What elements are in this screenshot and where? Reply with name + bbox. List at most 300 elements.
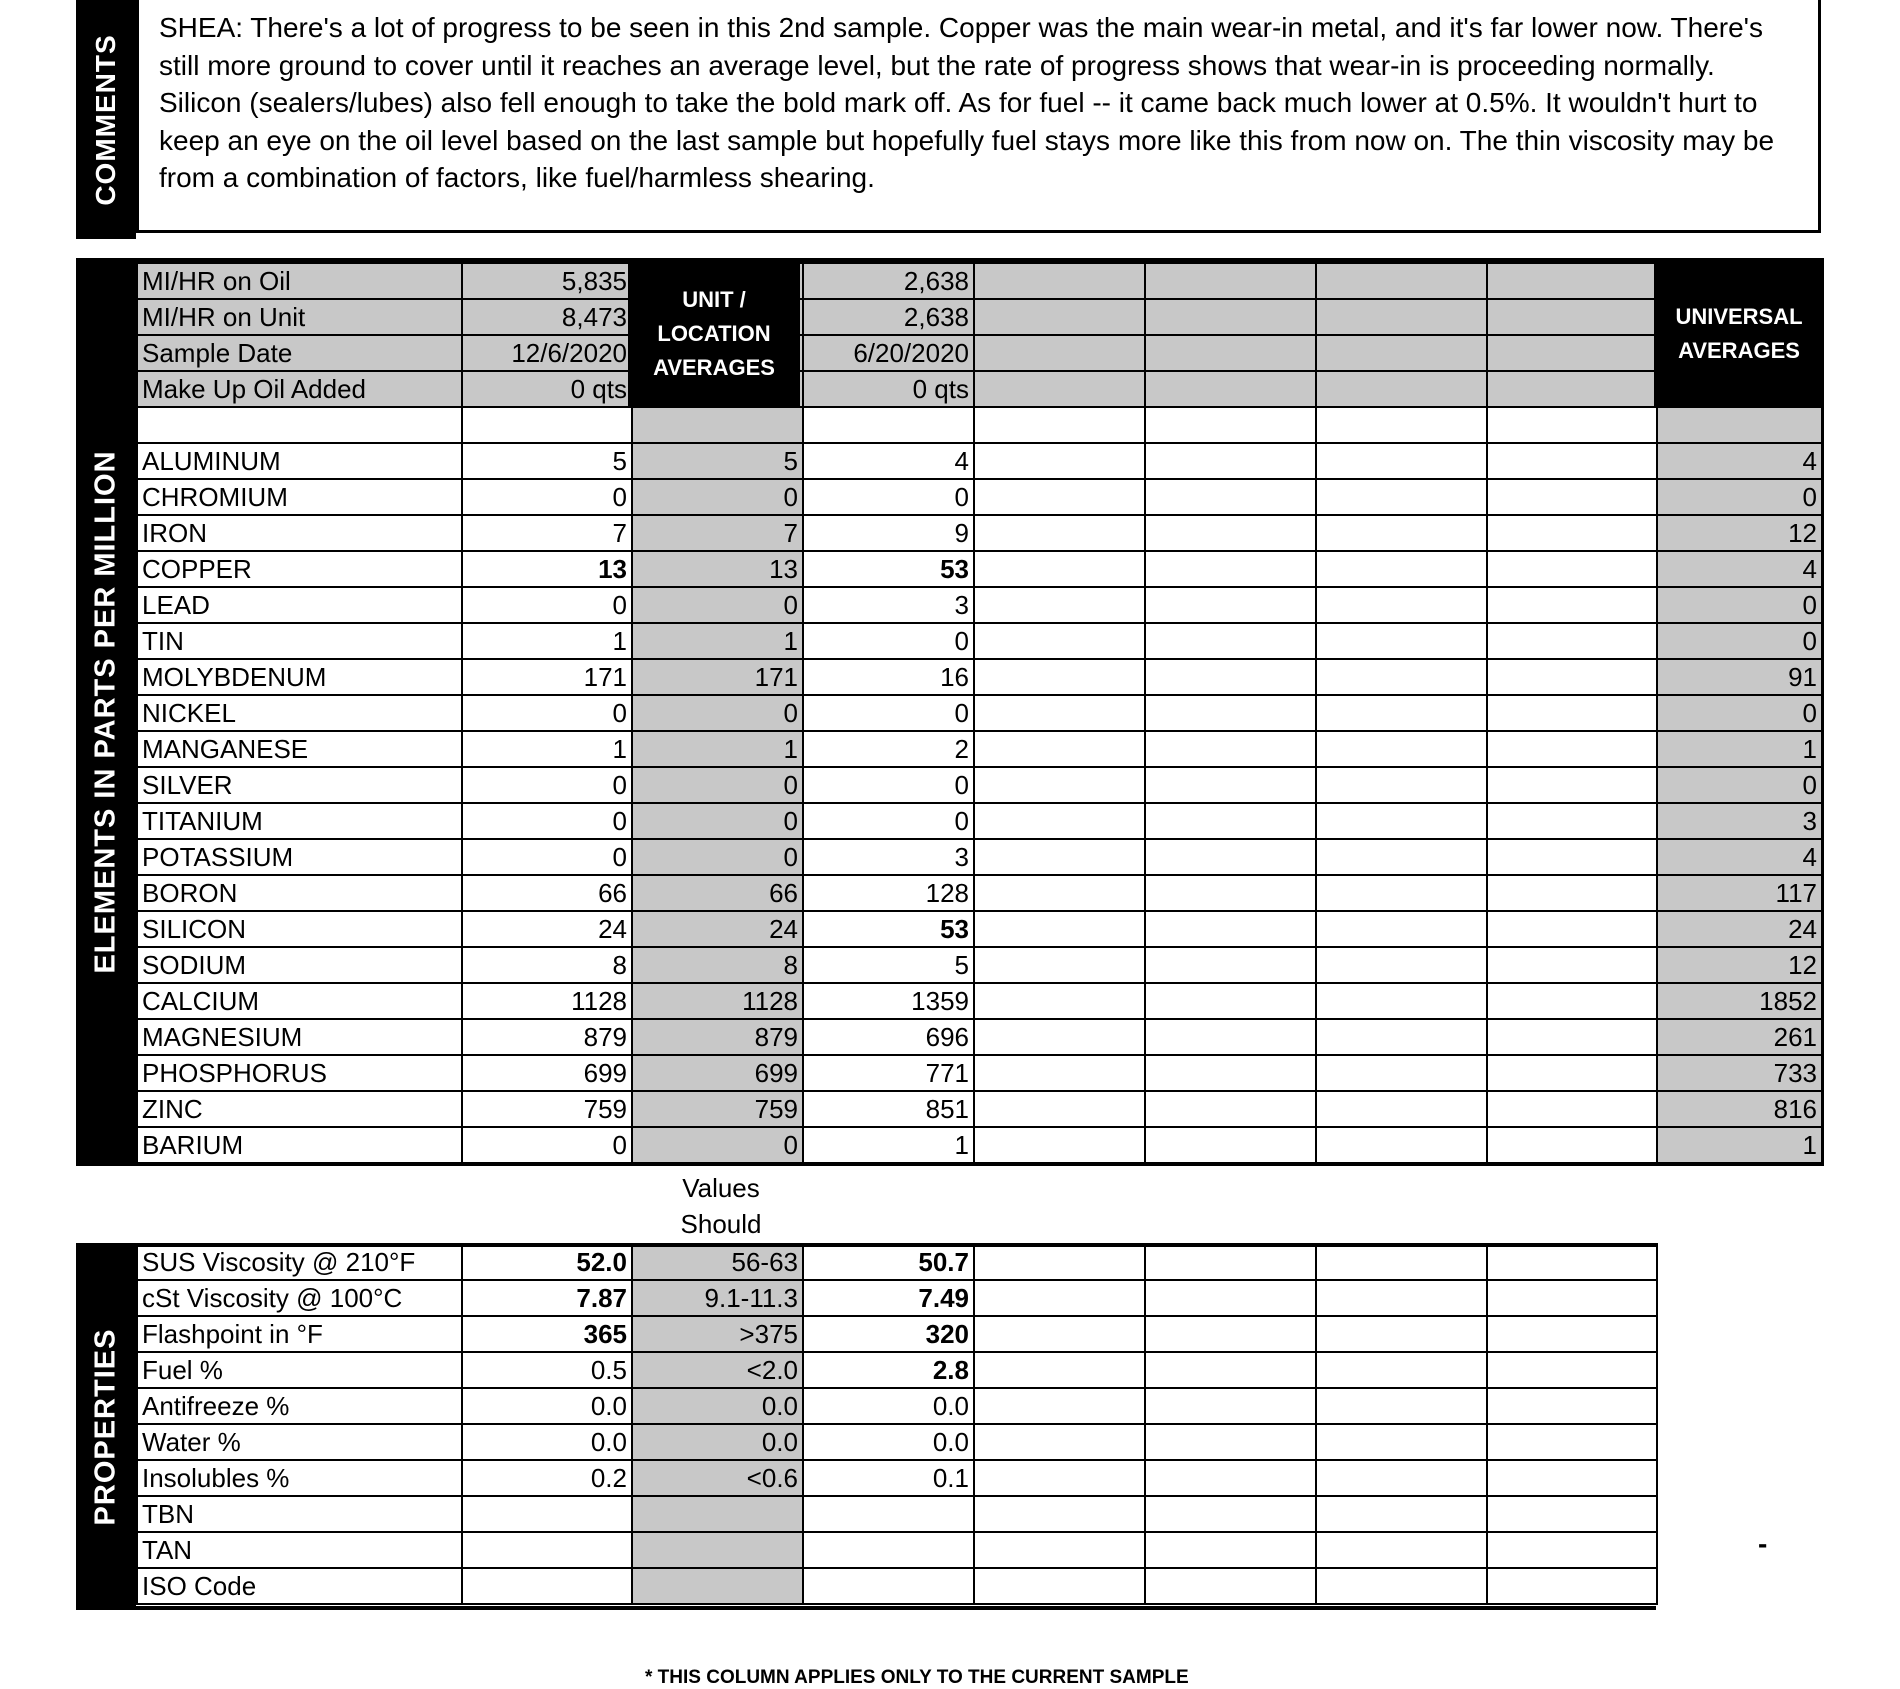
element-name: PHOSPHORUS bbox=[137, 1055, 462, 1091]
element-empty bbox=[1316, 983, 1487, 1019]
property-empty bbox=[1487, 1460, 1657, 1496]
element-previous: 4 bbox=[803, 443, 974, 479]
element-empty bbox=[1316, 587, 1487, 623]
element-unit-avg: 1 bbox=[632, 731, 803, 767]
info-previous: 2,638 bbox=[803, 263, 974, 299]
values-should-be-header: Values Should bbox=[680, 1173, 762, 1239]
property-empty bbox=[1487, 1316, 1657, 1352]
element-current: 0 bbox=[462, 587, 632, 623]
property-empty bbox=[1145, 1388, 1316, 1424]
info-current: 12/6/2020 bbox=[462, 335, 632, 371]
element-name: SODIUM bbox=[137, 947, 462, 983]
property-should-be bbox=[632, 1532, 803, 1568]
property-previous: 50.7 bbox=[803, 1244, 974, 1280]
info-label: MI/HR on Oil bbox=[137, 263, 462, 299]
stray-dash: - bbox=[1758, 1528, 1768, 1559]
element-name: COPPER bbox=[137, 551, 462, 587]
property-empty bbox=[1316, 1388, 1487, 1424]
info-previous: 6/20/2020 bbox=[803, 335, 974, 371]
property-should-be: <0.6 bbox=[632, 1460, 803, 1496]
element-empty bbox=[1145, 659, 1316, 695]
element-universal: 1 bbox=[1657, 1127, 1822, 1163]
info-row bbox=[137, 263, 1822, 299]
element-row bbox=[137, 1019, 1822, 1055]
property-current bbox=[462, 1568, 632, 1604]
element-universal: 12 bbox=[1657, 515, 1822, 551]
spacer-empty bbox=[1487, 407, 1657, 443]
element-empty bbox=[1487, 695, 1657, 731]
element-empty bbox=[1487, 875, 1657, 911]
element-empty bbox=[1145, 767, 1316, 803]
element-empty bbox=[1487, 1091, 1657, 1127]
element-empty bbox=[1145, 803, 1316, 839]
element-empty bbox=[974, 443, 1145, 479]
element-universal: 12 bbox=[1657, 947, 1822, 983]
element-name: TITANIUM bbox=[137, 803, 462, 839]
element-empty bbox=[974, 1019, 1145, 1055]
element-unit-avg: 171 bbox=[632, 659, 803, 695]
property-empty bbox=[1145, 1496, 1316, 1532]
property-empty bbox=[974, 1460, 1145, 1496]
info-previous: 2,638 bbox=[803, 299, 974, 335]
property-should-be: <2.0 bbox=[632, 1352, 803, 1388]
element-empty bbox=[974, 911, 1145, 947]
element-row bbox=[137, 695, 1822, 731]
unit-location-averages-header bbox=[628, 262, 800, 406]
property-empty bbox=[1316, 1460, 1487, 1496]
element-name: IRON bbox=[137, 515, 462, 551]
element-row bbox=[137, 911, 1822, 947]
element-previous: 9 bbox=[803, 515, 974, 551]
element-name: NICKEL bbox=[137, 695, 462, 731]
element-unit-avg: 1 bbox=[632, 623, 803, 659]
info-label: Sample Date bbox=[137, 335, 462, 371]
info-empty bbox=[974, 299, 1145, 335]
element-empty bbox=[1145, 839, 1316, 875]
element-empty bbox=[1487, 767, 1657, 803]
element-name: MOLYBDENUM bbox=[137, 659, 462, 695]
info-empty bbox=[1316, 263, 1487, 299]
element-empty bbox=[974, 1055, 1145, 1091]
footnote: * THIS COLUMN APPLIES ONLY TO THE CURRENT SAMPLE bbox=[645, 1667, 1189, 1688]
element-row bbox=[137, 515, 1822, 551]
element-empty bbox=[1487, 479, 1657, 515]
property-empty bbox=[1316, 1496, 1487, 1532]
property-current: 0.5 bbox=[462, 1352, 632, 1388]
element-previous: 0 bbox=[803, 767, 974, 803]
element-universal: 1 bbox=[1657, 731, 1822, 767]
spacer-label bbox=[137, 407, 462, 443]
element-current: 1 bbox=[462, 731, 632, 767]
info-empty bbox=[1145, 371, 1316, 407]
property-previous: 320 bbox=[803, 1316, 974, 1352]
element-empty bbox=[974, 875, 1145, 911]
property-name: ISO Code bbox=[137, 1568, 462, 1604]
element-name: ALUMINUM bbox=[137, 443, 462, 479]
element-previous: 53 bbox=[803, 551, 974, 587]
property-empty bbox=[1145, 1568, 1316, 1604]
info-empty bbox=[1316, 371, 1487, 407]
element-universal: 1852 bbox=[1657, 983, 1822, 1019]
element-unit-avg: 879 bbox=[632, 1019, 803, 1055]
element-universal: 0 bbox=[1657, 767, 1822, 803]
info-empty bbox=[1487, 263, 1657, 299]
element-empty bbox=[1145, 875, 1316, 911]
info-row bbox=[137, 371, 1822, 407]
info-label: MI/HR on Unit bbox=[137, 299, 462, 335]
element-empty bbox=[974, 623, 1145, 659]
property-empty bbox=[1316, 1424, 1487, 1460]
element-empty bbox=[1316, 947, 1487, 983]
property-name: TAN bbox=[137, 1532, 462, 1568]
element-empty bbox=[1145, 515, 1316, 551]
element-current: 0 bbox=[462, 695, 632, 731]
element-empty bbox=[1487, 443, 1657, 479]
element-name: SILVER bbox=[137, 767, 462, 803]
element-row bbox=[137, 1091, 1822, 1127]
element-row bbox=[137, 479, 1822, 515]
property-name: cSt Viscosity @ 100°C bbox=[137, 1280, 462, 1316]
property-current: 0.0 bbox=[462, 1424, 632, 1460]
comments-text: SHEA: There's a lot of progress to be seen in this 2nd sample. Copper was the main wear-in metal, and it's far lower now. There's still more ground to cover until it reaches an average level, but the rate of progress shows that wear-in is proceeding normally. Silicon (sealers/lubes) also fell enough to take the bold mark off. As for fuel -- it came back much lower at 0.5%. It wouldn't hurt to keep an eye on the oil level based on the last sample but hopefully fuel stays more like this from now on. The thin viscosity may be from a combination of factors, like fuel/harmless shearing. bbox=[159, 12, 1775, 193]
spacer-universal bbox=[1657, 407, 1822, 443]
property-empty bbox=[974, 1244, 1145, 1280]
property-row bbox=[137, 1352, 1657, 1388]
element-current: 0 bbox=[462, 479, 632, 515]
property-current bbox=[462, 1496, 632, 1532]
property-name: Flashpoint in °F bbox=[137, 1316, 462, 1352]
element-current: 1128 bbox=[462, 983, 632, 1019]
element-row bbox=[137, 443, 1822, 479]
element-universal: 0 bbox=[1657, 587, 1822, 623]
element-empty bbox=[974, 767, 1145, 803]
element-current: 699 bbox=[462, 1055, 632, 1091]
element-empty bbox=[974, 839, 1145, 875]
property-empty bbox=[1145, 1424, 1316, 1460]
element-empty bbox=[1316, 515, 1487, 551]
element-empty bbox=[1316, 1091, 1487, 1127]
info-row bbox=[137, 299, 1822, 335]
property-empty bbox=[974, 1568, 1145, 1604]
element-current: 0 bbox=[462, 767, 632, 803]
element-row bbox=[137, 983, 1822, 1019]
property-row bbox=[137, 1496, 1657, 1532]
elements-label-text: ELEMENTS IN PARTS PER MILLION bbox=[89, 450, 122, 974]
element-empty bbox=[1316, 623, 1487, 659]
element-previous: 0 bbox=[803, 623, 974, 659]
property-empty bbox=[974, 1280, 1145, 1316]
property-empty bbox=[974, 1496, 1145, 1532]
element-empty bbox=[1316, 551, 1487, 587]
info-row bbox=[137, 335, 1822, 371]
properties-bottom-bar bbox=[76, 1606, 1656, 1610]
property-row bbox=[137, 1460, 1657, 1496]
property-should-be bbox=[632, 1496, 803, 1532]
element-previous: 0 bbox=[803, 803, 974, 839]
element-previous: 53 bbox=[803, 911, 974, 947]
element-empty bbox=[974, 803, 1145, 839]
elements-right-edge bbox=[1821, 258, 1824, 1166]
element-current: 0 bbox=[462, 839, 632, 875]
element-current: 5 bbox=[462, 443, 632, 479]
element-universal: 117 bbox=[1657, 875, 1822, 911]
element-unit-avg: 0 bbox=[632, 479, 803, 515]
property-previous bbox=[803, 1532, 974, 1568]
info-label: Make Up Oil Added bbox=[137, 371, 462, 407]
element-unit-avg: 699 bbox=[632, 1055, 803, 1091]
element-empty bbox=[1145, 623, 1316, 659]
info-empty bbox=[1145, 263, 1316, 299]
comments-side-label bbox=[76, 0, 136, 239]
element-current: 0 bbox=[462, 1127, 632, 1163]
element-unit-avg: 0 bbox=[632, 803, 803, 839]
element-current: 24 bbox=[462, 911, 632, 947]
element-empty bbox=[1487, 803, 1657, 839]
element-previous: 0 bbox=[803, 479, 974, 515]
element-unit-avg: 0 bbox=[632, 839, 803, 875]
universal-averages-header bbox=[1654, 262, 1824, 406]
element-row bbox=[137, 1127, 1822, 1163]
element-empty bbox=[1316, 443, 1487, 479]
element-empty bbox=[974, 983, 1145, 1019]
elements-top-bar bbox=[76, 258, 1824, 262]
element-unit-avg: 8 bbox=[632, 947, 803, 983]
element-previous: 696 bbox=[803, 1019, 974, 1055]
property-empty bbox=[1145, 1532, 1316, 1568]
info-current: 0 qts bbox=[462, 371, 632, 407]
unit-location-header-text: UNIT / LOCATION AVERAGES bbox=[653, 287, 775, 380]
properties-table bbox=[136, 1243, 1658, 1605]
info-empty bbox=[974, 335, 1145, 371]
element-universal: 4 bbox=[1657, 839, 1822, 875]
info-empty bbox=[1145, 299, 1316, 335]
element-empty bbox=[1145, 947, 1316, 983]
property-current: 0.2 bbox=[462, 1460, 632, 1496]
element-empty bbox=[1487, 947, 1657, 983]
property-empty bbox=[1487, 1496, 1657, 1532]
property-name: Antifreeze % bbox=[137, 1388, 462, 1424]
element-empty bbox=[1316, 839, 1487, 875]
element-previous: 5 bbox=[803, 947, 974, 983]
element-row bbox=[137, 875, 1822, 911]
info-empty bbox=[1145, 335, 1316, 371]
property-row bbox=[137, 1532, 1657, 1568]
element-row bbox=[137, 803, 1822, 839]
element-empty bbox=[1316, 875, 1487, 911]
property-empty bbox=[974, 1424, 1145, 1460]
property-empty bbox=[1145, 1460, 1316, 1496]
element-previous: 3 bbox=[803, 587, 974, 623]
property-row bbox=[137, 1244, 1657, 1280]
property-row bbox=[137, 1568, 1657, 1604]
element-previous: 16 bbox=[803, 659, 974, 695]
element-unit-avg: 759 bbox=[632, 1091, 803, 1127]
property-previous bbox=[803, 1496, 974, 1532]
element-name: POTASSIUM bbox=[137, 839, 462, 875]
element-empty bbox=[1145, 587, 1316, 623]
element-universal: 0 bbox=[1657, 479, 1822, 515]
element-empty bbox=[1316, 1019, 1487, 1055]
info-empty bbox=[1487, 371, 1657, 407]
property-empty bbox=[1487, 1532, 1657, 1568]
element-universal: 24 bbox=[1657, 911, 1822, 947]
element-unit-avg: 0 bbox=[632, 767, 803, 803]
elements-side-label bbox=[76, 258, 136, 1166]
property-empty bbox=[1145, 1316, 1316, 1352]
element-empty bbox=[1316, 731, 1487, 767]
info-empty bbox=[974, 371, 1145, 407]
element-empty bbox=[1316, 479, 1487, 515]
element-universal: 261 bbox=[1657, 1019, 1822, 1055]
spacer-empty bbox=[1316, 407, 1487, 443]
element-name: BORON bbox=[137, 875, 462, 911]
property-previous: 0.0 bbox=[803, 1424, 974, 1460]
element-row bbox=[137, 587, 1822, 623]
property-name: SUS Viscosity @ 210°F bbox=[137, 1244, 462, 1280]
element-empty bbox=[1145, 731, 1316, 767]
property-name: TBN bbox=[137, 1496, 462, 1532]
property-empty bbox=[1316, 1568, 1487, 1604]
element-name: LEAD bbox=[137, 587, 462, 623]
element-name: BARIUM bbox=[137, 1127, 462, 1163]
element-unit-avg: 0 bbox=[632, 587, 803, 623]
element-empty bbox=[1316, 659, 1487, 695]
element-current: 0 bbox=[462, 803, 632, 839]
property-current: 52.0 bbox=[462, 1244, 632, 1280]
element-empty bbox=[1487, 1055, 1657, 1091]
property-empty bbox=[1145, 1244, 1316, 1280]
property-empty bbox=[1487, 1424, 1657, 1460]
element-empty bbox=[1316, 803, 1487, 839]
property-empty bbox=[1316, 1280, 1487, 1316]
element-empty bbox=[1316, 1055, 1487, 1091]
property-current bbox=[462, 1532, 632, 1568]
element-empty bbox=[1487, 623, 1657, 659]
element-empty bbox=[1145, 1019, 1316, 1055]
element-empty bbox=[1487, 515, 1657, 551]
element-current: 879 bbox=[462, 1019, 632, 1055]
element-empty bbox=[974, 551, 1145, 587]
element-previous: 3 bbox=[803, 839, 974, 875]
info-previous: 0 qts bbox=[803, 371, 974, 407]
element-empty bbox=[1145, 479, 1316, 515]
property-empty bbox=[974, 1532, 1145, 1568]
element-previous: 128 bbox=[803, 875, 974, 911]
element-empty bbox=[974, 947, 1145, 983]
comments-label-text: COMMENTS bbox=[90, 33, 121, 206]
element-current: 171 bbox=[462, 659, 632, 695]
property-current: 365 bbox=[462, 1316, 632, 1352]
element-empty bbox=[1145, 911, 1316, 947]
element-empty bbox=[974, 1127, 1145, 1163]
element-name: SILICON bbox=[137, 911, 462, 947]
element-name: MANGANESE bbox=[137, 731, 462, 767]
properties-side-label bbox=[76, 1243, 136, 1610]
element-empty bbox=[974, 695, 1145, 731]
element-current: 7 bbox=[462, 515, 632, 551]
properties-top-bar bbox=[76, 1243, 1656, 1247]
property-previous: 2.8 bbox=[803, 1352, 974, 1388]
element-unit-avg: 24 bbox=[632, 911, 803, 947]
element-empty bbox=[1487, 983, 1657, 1019]
property-empty bbox=[974, 1316, 1145, 1352]
element-previous: 771 bbox=[803, 1055, 974, 1091]
element-unit-avg: 0 bbox=[632, 695, 803, 731]
element-name: CALCIUM bbox=[137, 983, 462, 1019]
property-should-be: 0.0 bbox=[632, 1388, 803, 1424]
info-empty bbox=[974, 263, 1145, 299]
property-current: 7.87 bbox=[462, 1280, 632, 1316]
spacer-row bbox=[137, 407, 1822, 443]
element-current: 8 bbox=[462, 947, 632, 983]
element-name: CHROMIUM bbox=[137, 479, 462, 515]
property-empty bbox=[974, 1352, 1145, 1388]
element-empty bbox=[974, 515, 1145, 551]
element-previous: 0 bbox=[803, 695, 974, 731]
element-empty bbox=[974, 1091, 1145, 1127]
info-empty bbox=[1487, 299, 1657, 335]
element-empty bbox=[1487, 587, 1657, 623]
property-row bbox=[137, 1280, 1657, 1316]
spacer-empty bbox=[803, 407, 974, 443]
property-current: 0.0 bbox=[462, 1388, 632, 1424]
property-name: Water % bbox=[137, 1424, 462, 1460]
element-row bbox=[137, 839, 1822, 875]
element-empty bbox=[1145, 695, 1316, 731]
element-empty bbox=[1487, 839, 1657, 875]
element-empty bbox=[1316, 911, 1487, 947]
property-empty bbox=[1316, 1532, 1487, 1568]
property-should-be: 9.1-11.3 bbox=[632, 1280, 803, 1316]
element-unit-avg: 5 bbox=[632, 443, 803, 479]
property-should-be: >375 bbox=[632, 1316, 803, 1352]
property-row bbox=[137, 1424, 1657, 1460]
element-empty bbox=[974, 479, 1145, 515]
elements-table bbox=[136, 262, 1823, 1164]
element-name: TIN bbox=[137, 623, 462, 659]
elements-bottom-bar bbox=[76, 1162, 1824, 1166]
property-should-be bbox=[632, 1568, 803, 1604]
info-current: 8,473 bbox=[462, 299, 632, 335]
element-previous: 851 bbox=[803, 1091, 974, 1127]
element-previous: 1359 bbox=[803, 983, 974, 1019]
property-empty bbox=[1316, 1244, 1487, 1280]
element-universal: 733 bbox=[1657, 1055, 1822, 1091]
property-empty bbox=[1487, 1280, 1657, 1316]
element-empty bbox=[1145, 1091, 1316, 1127]
element-empty bbox=[1316, 695, 1487, 731]
property-empty bbox=[974, 1388, 1145, 1424]
property-name: Fuel % bbox=[137, 1352, 462, 1388]
info-empty bbox=[1487, 335, 1657, 371]
element-empty bbox=[1145, 443, 1316, 479]
property-previous bbox=[803, 1568, 974, 1604]
element-unit-avg: 66 bbox=[632, 875, 803, 911]
element-universal: 3 bbox=[1657, 803, 1822, 839]
property-empty bbox=[1316, 1352, 1487, 1388]
spacer-empty bbox=[974, 407, 1145, 443]
element-empty bbox=[1145, 983, 1316, 1019]
element-name: ZINC bbox=[137, 1091, 462, 1127]
property-empty bbox=[1316, 1316, 1487, 1352]
info-empty bbox=[1316, 335, 1487, 371]
property-should-be: 56-63 bbox=[632, 1244, 803, 1280]
element-universal: 4 bbox=[1657, 551, 1822, 587]
property-empty bbox=[1487, 1388, 1657, 1424]
element-previous: 2 bbox=[803, 731, 974, 767]
element-current: 66 bbox=[462, 875, 632, 911]
spacer-unit-avg bbox=[632, 407, 803, 443]
